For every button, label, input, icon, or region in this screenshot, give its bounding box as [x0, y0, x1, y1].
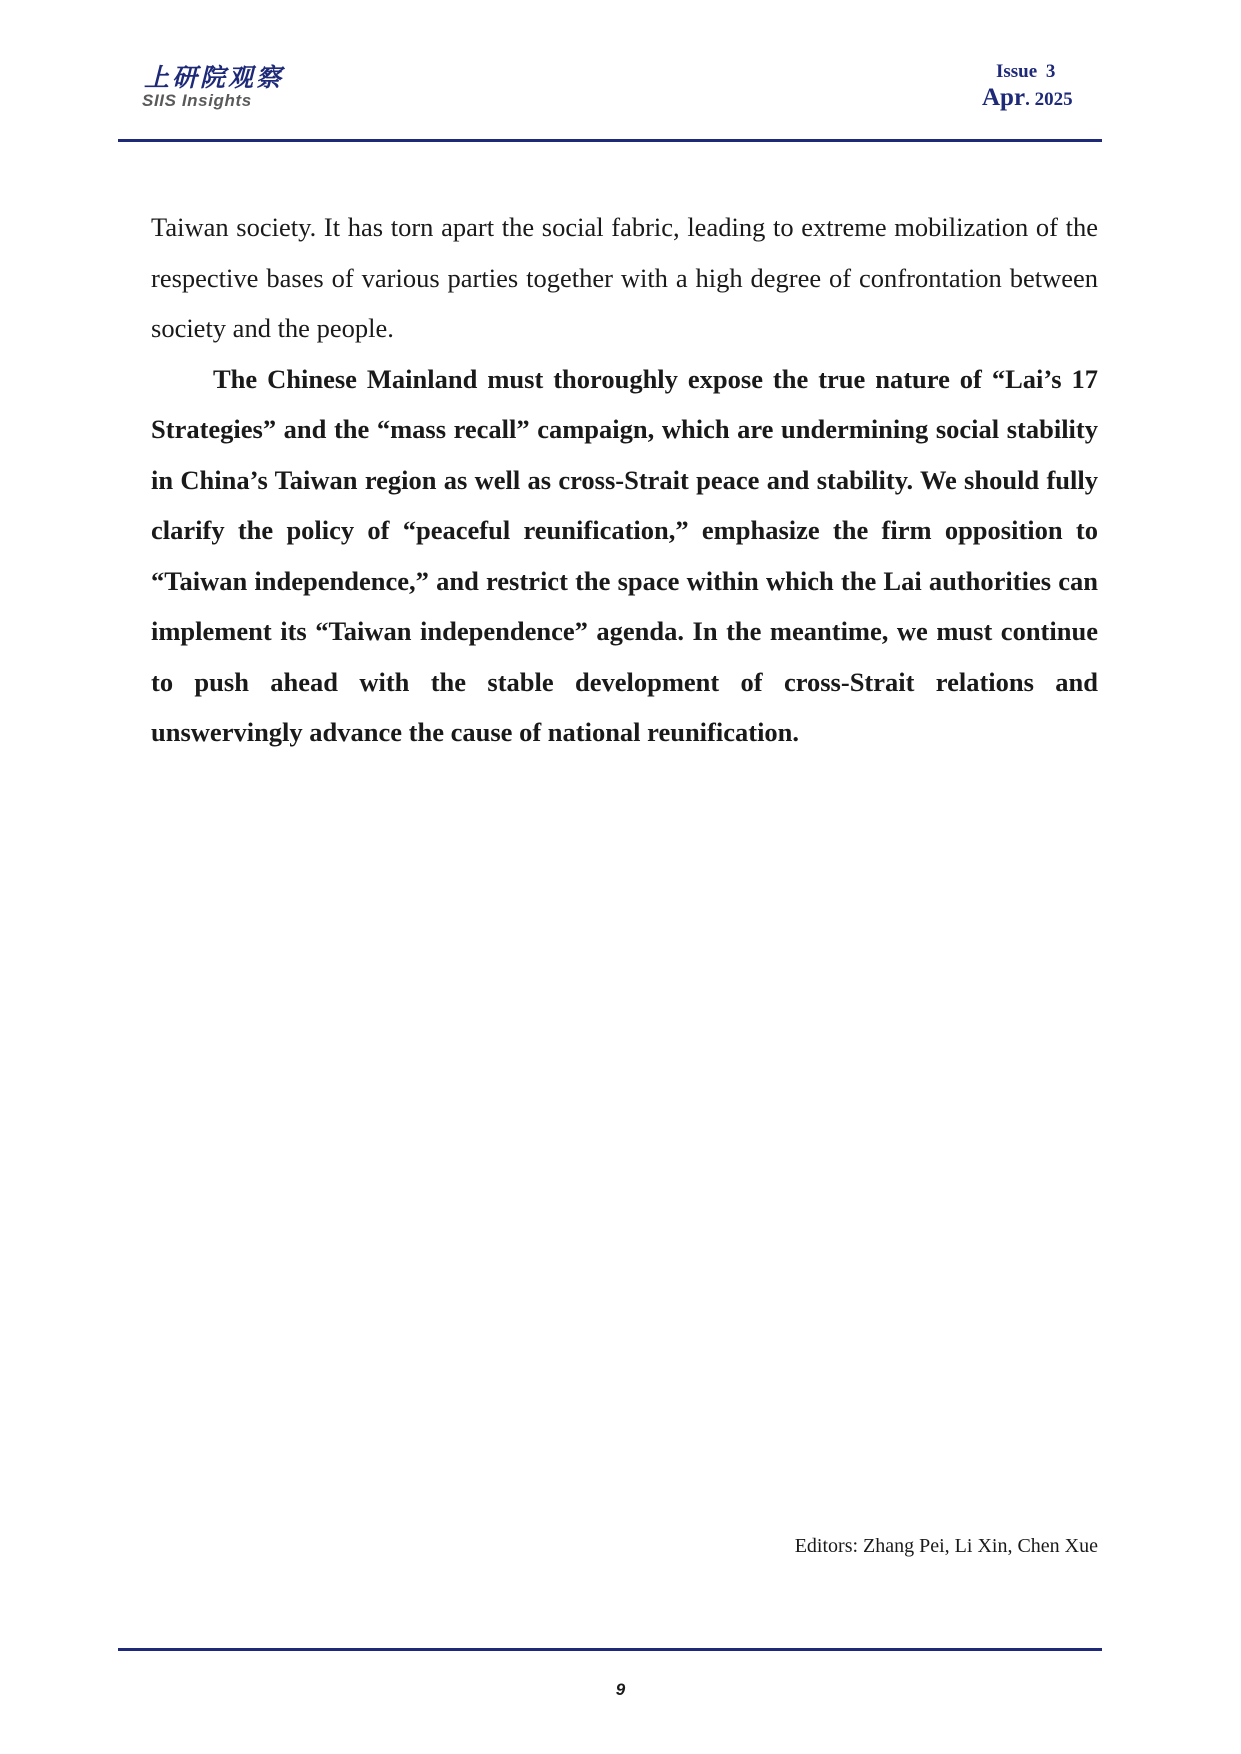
- issue-date: [982, 84, 1073, 112]
- page-header: [118, 58, 1102, 138]
- issue-year: . 2025: [1025, 89, 1073, 110]
- issue-month: Apr: [982, 84, 1026, 111]
- footer-divider: [118, 1648, 1102, 1651]
- header-divider: [118, 139, 1102, 142]
- editors-credit: Editors: Zhang Pei, Li Xin, Chen Xue: [794, 1535, 1098, 1557]
- page-number: 9: [615, 1680, 626, 1699]
- logo-english-title: SIIS Insights: [142, 91, 252, 110]
- article-body: [151, 202, 1098, 758]
- body-paragraph: Taiwan society. It has torn apart the social fabric, leading to extreme mobilization of the respective bases of various parties together with a high degree of confrontation between society and the people.: [151, 212, 1098, 343]
- issue-number: Issue 3: [996, 61, 1056, 82]
- conclusion-paragraph: The Chinese Mainland must thoroughly expose the true nature of “Lai’s 17 Strategies” and the “mass recall” campaign, which are undermining social stability in China’s Taiwan region as well as cross-Strait peace and stability. We should fully clarify the policy of “peaceful reunification,” emphasize the firm opposition to “Taiwan independence,” and restrict the space within which the Lai authorities can implement its “Taiwan independence” agenda. In the meantime, we must continue to push ahead with the stable development of cross-Strait relations and unswervingly advance the cause of national reunification.: [151, 363, 1098, 747]
- logo-chinese-title: 上研院观察: [144, 63, 285, 92]
